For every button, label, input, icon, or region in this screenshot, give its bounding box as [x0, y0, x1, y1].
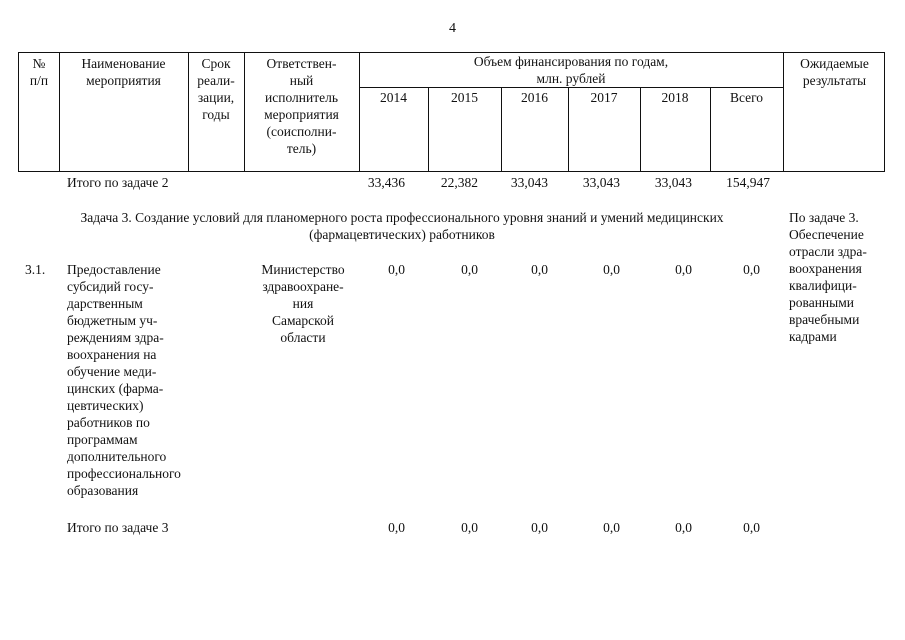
total-task3-label: Итого по задаче 3: [67, 520, 169, 535]
total-task3-value: 0,0: [388, 520, 405, 535]
header-year-total: Всего: [729, 90, 764, 105]
page-number: 4: [449, 21, 456, 36]
total-task3-total: 0,0: [743, 520, 760, 535]
total-task2-value: 22,382: [440, 175, 478, 190]
row-value: 0,0: [531, 262, 548, 277]
total-task3-value: 0,0: [461, 520, 478, 535]
table-header: [18, 52, 885, 172]
funding-subheader-divider: [359, 87, 783, 88]
header-year: 2018: [661, 90, 689, 105]
total-task2-value: 33,043: [510, 175, 548, 190]
total-task2-value: 33,436: [367, 175, 405, 190]
task3-title: Задача 3. Создание условий для планомерного роста профессионального уровня знаний и умений медицинских (фармацевтических) работников: [80, 210, 724, 242]
header-year: 2015: [451, 90, 478, 105]
row-value: 0,0: [388, 262, 405, 277]
header-results: Ожидаемые результаты: [800, 56, 869, 88]
header-year: 2017: [590, 90, 618, 105]
header-executor: Ответствен- ный исполнитель мероприятия (соисполни- тель): [264, 56, 339, 156]
total-task2-value: 33,043: [654, 175, 692, 190]
task3-result: По задаче 3. Обеспечение отрасли здра- воохранения квалифици- рованными врачебными кадрами: [789, 210, 867, 344]
row-executor: Министерство здравоохране- ния Самарской области: [261, 262, 345, 345]
row-number: 3.1.: [25, 262, 46, 277]
header-funding: Объем финансирования по годам, млн. рублей: [473, 54, 669, 86]
total-task2-value: 33,043: [582, 175, 620, 190]
row-value: 0,0: [603, 262, 620, 277]
row-value: 0,0: [461, 262, 478, 277]
total-task2-total: 154,947: [726, 175, 770, 190]
row-name: Предоставление субсидий госу- дарственным бюджетным уч- реждениям здра- воохранения на обучение меди- цинских (фарма- цевтических) работников по программам дополнительного профессионального образования: [67, 262, 181, 498]
row-total: 0,0: [743, 262, 760, 277]
header-number: № п/п: [29, 56, 49, 88]
header-year: 2016: [521, 90, 548, 105]
header-term: Срок реали- зации, годы: [197, 56, 235, 122]
total-task3-value: 0,0: [603, 520, 620, 535]
header-year: 2014: [380, 90, 407, 105]
total-task3-value: 0,0: [675, 520, 692, 535]
header-name: Наименование мероприятия: [81, 56, 166, 88]
total-task2-label: Итого по задаче 2: [67, 175, 169, 190]
total-task3-value: 0,0: [531, 520, 548, 535]
row-value: 0,0: [675, 262, 692, 277]
